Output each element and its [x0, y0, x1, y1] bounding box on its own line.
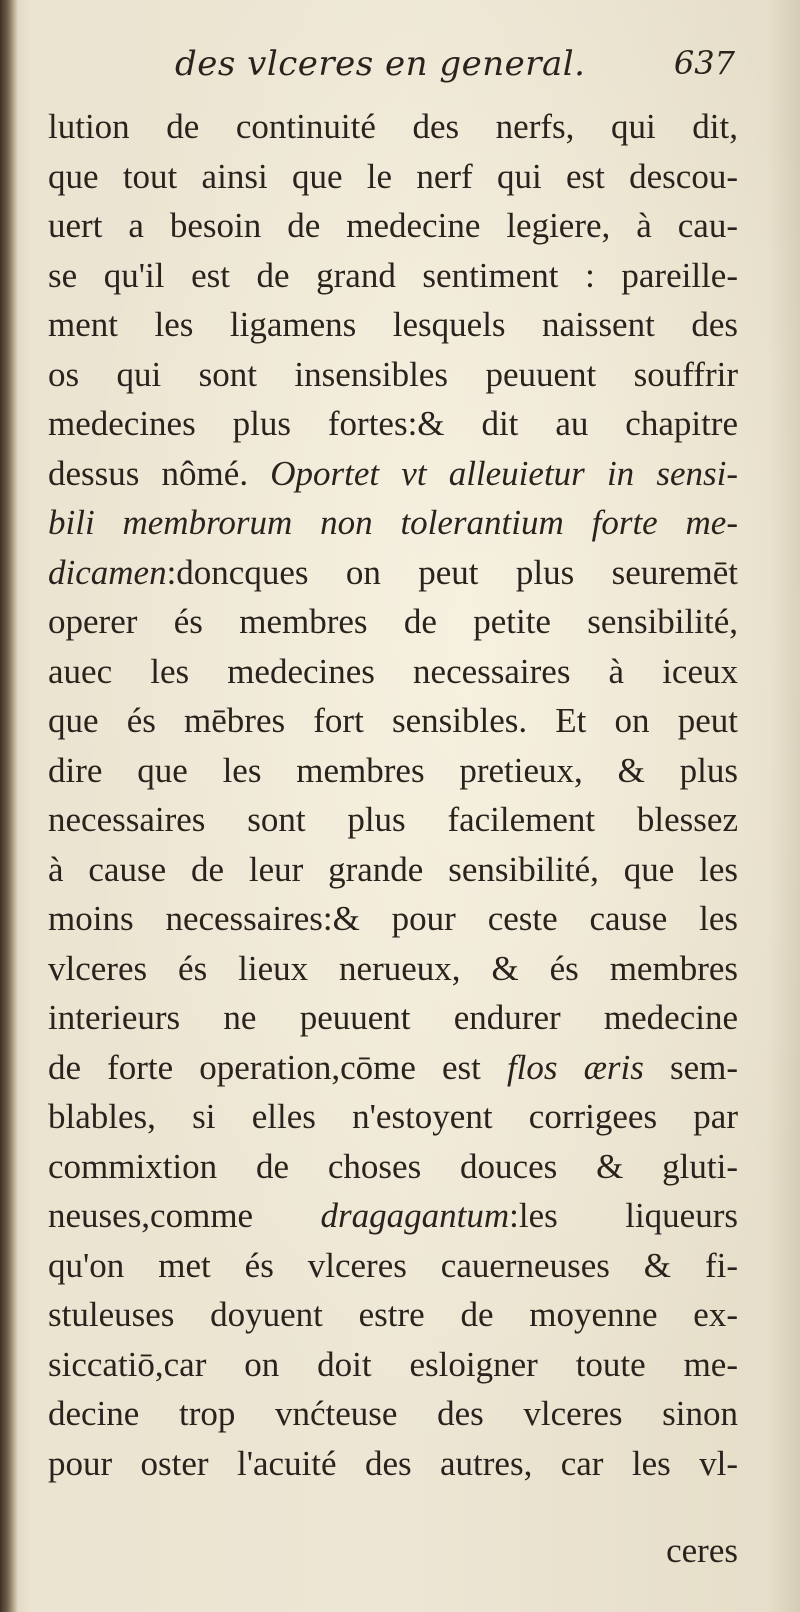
- text-line: [48, 399, 738, 449]
- line-text: stuleuses doyuent estre de moyenne ex-: [48, 1295, 738, 1334]
- line-text: se qu'il est de grand sentiment : pareille-: [48, 255, 738, 295]
- page-number: 637: [673, 44, 735, 82]
- line-text: lution de continuité des nerfs, qui dit,: [48, 107, 738, 146]
- text-line: [48, 1191, 738, 1241]
- text-line: [48, 1389, 738, 1439]
- line-text-roman: dessus nômé.: [48, 453, 271, 493]
- line-text: operer és membres de petite sensibilité,: [48, 602, 738, 641]
- line-text-roman: :doncques on peut plus seuremēt: [166, 552, 738, 592]
- text-line: [48, 597, 738, 647]
- line-text-italic: Oportet vt alleuietur in sensi-: [270, 453, 738, 493]
- text-line: [48, 300, 738, 350]
- text-line: [48, 201, 738, 251]
- line-text: dire que les membres pretieux, & plus: [48, 750, 738, 790]
- line-text: blables, si elles n'estoyent corrigees par: [48, 1097, 738, 1136]
- text-line: [48, 251, 738, 301]
- text-line: [48, 152, 738, 202]
- page-header: [175, 44, 735, 94]
- line-text: siccatiō,car on doit esloigner toute me-: [48, 1344, 738, 1384]
- line-text: ment les ligamens lesquels naissent des: [48, 305, 738, 344]
- text-line: [48, 548, 738, 598]
- line-text: vlceres és lieux nerueux, & és membres: [48, 948, 738, 988]
- text-line: [48, 647, 738, 697]
- line-text-roman: neuses,comme: [48, 1196, 321, 1235]
- line-text: qu'on met és vlceres cauerneuses & fi-: [48, 1245, 738, 1285]
- line-text: auec les medecines necessaires à iceux: [48, 651, 738, 691]
- text-line: [48, 1092, 738, 1142]
- line-text-italic: bili membrorum non tolerantium forte me-: [48, 503, 738, 542]
- text-line: [48, 795, 738, 845]
- running-title: des vlceres en general.: [175, 44, 586, 84]
- line-text-italic: flos æris: [506, 1047, 644, 1087]
- line-text-italic: dragagantum: [320, 1196, 510, 1235]
- text-line: [48, 449, 738, 499]
- body-text: [48, 102, 738, 1488]
- line-text: interieurs ne peuuent endurer medecine: [48, 998, 738, 1037]
- line-text: os qui sont insensibles peuuent souffrir: [48, 354, 738, 394]
- line-text-roman: :les liqueurs: [509, 1196, 738, 1235]
- line-text-roman: sem-: [643, 1047, 738, 1087]
- text-line: [48, 1043, 738, 1093]
- text-line: [48, 102, 738, 152]
- line-text: pour oster l'acuité des autres, car les vl-: [48, 1443, 738, 1483]
- text-line: [48, 1241, 738, 1291]
- line-text: necessaires sont plus facilement blessez: [48, 800, 738, 839]
- text-line: [48, 944, 738, 994]
- line-text-italic: dicamen: [48, 552, 167, 592]
- line-text: que és mēbres fort sensibles. Et on peut: [48, 701, 738, 740]
- book-binding-edge: [0, 0, 18, 1612]
- text-line: [48, 1340, 738, 1390]
- line-text: uert a besoin de medecine legiere, à cau-: [48, 206, 738, 245]
- text-line: [48, 350, 738, 400]
- text-line: [48, 696, 738, 746]
- line-text: à cause de leur grande sensibilité, que les: [48, 849, 738, 889]
- line-text-roman: de forte operation,cōme est: [48, 1047, 507, 1087]
- text-line: [48, 1290, 738, 1340]
- line-text: moins necessaires:& pour ceste cause les: [48, 899, 738, 938]
- line-text: medecines plus fortes:& dit au chapitre: [48, 404, 738, 443]
- text-line: [48, 993, 738, 1043]
- line-text: que tout ainsi que le nerf qui est descou-: [48, 156, 738, 196]
- catchword: ceres: [666, 1531, 738, 1570]
- text-line: [48, 894, 738, 944]
- text-line: [48, 498, 738, 548]
- text-line: [48, 1142, 738, 1192]
- text-line: [48, 1439, 738, 1489]
- text-line: [48, 845, 738, 895]
- line-text: decine trop vnćteuse des vlceres sinon: [48, 1394, 738, 1433]
- text-line: [48, 746, 738, 796]
- line-text: commixtion de choses douces & gluti-: [48, 1146, 738, 1186]
